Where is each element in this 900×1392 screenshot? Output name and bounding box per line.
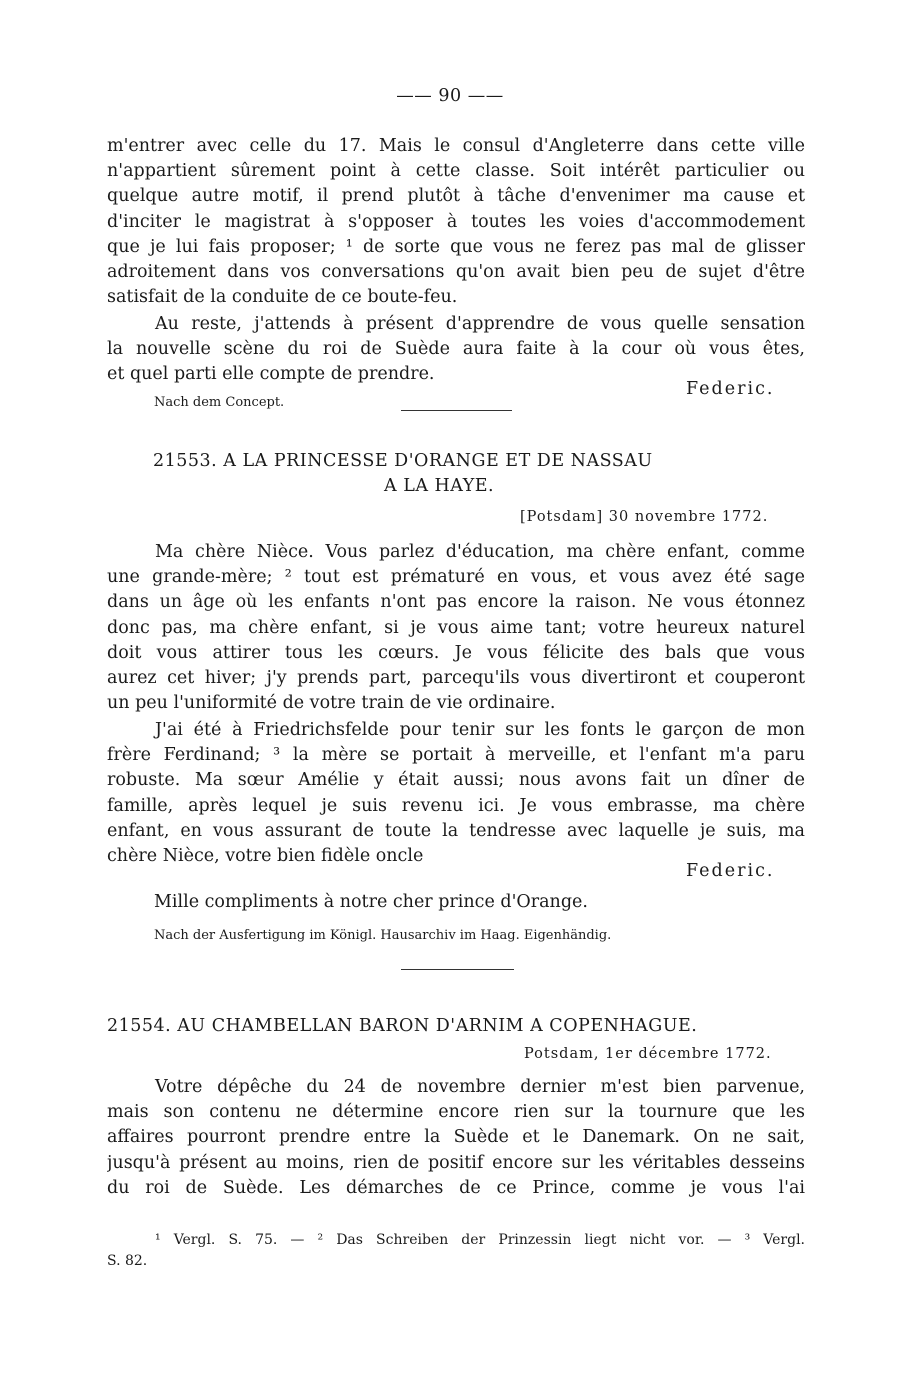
letter-heading: 21553. A LA PRINCESSE D'ORANGE ET DE NASSAU [153,451,653,471]
text-line: un peu l'uniformité de votre train de vie ordinaire. [107,693,556,714]
dateline: [Potsdam] 30 novembre 1772. [520,509,769,525]
text-line: et quel parti elle compte de prendre. [107,364,435,385]
footnote-line: ¹ Vergl. S. 75. — ² Das Schreiben der Prinzessin liegt nicht vor. — ³ Vergl. [155,1232,805,1248]
text-line: la nouvelle scène du roi de Suède aura faite à la cour où vous êtes, [107,339,805,360]
text-line: une grande-mère; ² tout est prématuré en vous, et vous avez été sage [107,567,805,588]
text-line: jusqu'à présent au moins, rien de positif encore sur les véritables desseins [107,1152,805,1173]
text-line: d'inciter le magistrat à s'opposer à toutes les voies d'accommodement [107,211,805,232]
dateline: Potsdam, 1er décembre 1772. [524,1046,772,1062]
text-line: m'entrer avec celle du 17. Mais le consul d'Angleterre dans cette ville [107,136,805,156]
text-line: donc pas, ma chère enfant, si je vous aime tant; votre heureux naturel [107,617,805,638]
text-line: adroitement dans vos conversations qu'on avait bien peu de sujet d'être [107,261,805,282]
source-note: Nach der Ausfertigung im Königl. Hausarchiv im Haag. Eigenhändig. [154,928,612,943]
letter-paragraph-2 [107,718,805,869]
text-line: du roi de Suède. Les démarches de ce Prince, comme je vous l'ai [107,1177,805,1198]
text-line: frère Ferdinand; ³ la mère se portait à merveille, et l'enfant m'a paru [107,745,805,766]
letter-paragraph-1 [107,540,805,716]
text-line: n'appartient sûrement point à cette classe. Soit intérêt particulier ou [107,161,805,182]
text-line: que je lui fais proposer; ¹ de sorte que vous ne ferez pas mal de glisser [107,236,805,257]
divider [401,410,512,411]
text-line: satisfait de la conduite de ce boute-feu. [107,287,458,308]
text-line: chère Nièce, votre bien fidèle oncle [107,845,424,866]
text-line: aurez cet hiver; j'y prends part, parcequ'ils vous divertiront et couperont [107,667,805,688]
text-line: Ma chère Nièce. Vous parlez d'éducation, ma chère enfant, comme [155,542,805,562]
text-line: Au reste, j'attends à présent d'apprendre de vous quelle sensation [155,314,805,334]
text-line: quelque autre motif, il prend plutôt à tâche d'envenimer ma cause et [107,186,805,207]
text-line: J'ai été à Friedrichsfelde pour tenir sur les fonts le garçon de mon [155,720,805,740]
continuation-paragraph [107,134,805,310]
letter-paragraph-1 [107,1075,805,1201]
text-line: robuste. Ma sœur Amélie y était aussi; nous avons fait un dîner de [107,770,805,791]
page-number: —— 90 —— [396,86,504,106]
footnotes [107,1230,805,1272]
postscript: Mille compliments à notre cher prince d'Orange. [154,892,588,912]
text-line: doit vous attirer tous les cœurs. Je vous félicite des bals que vous [107,642,805,663]
source-note: Nach dem Concept. [154,395,285,410]
text-line: Votre dépêche du 24 de novembre dernier m'est bien parvenue, [155,1077,805,1097]
text-line: affaires pourront prendre entre la Suède et le Danemark. On ne sait, [107,1127,805,1148]
text-line: famille, après lequel je suis revenu ici. Je vous embrasse, ma chère [107,795,805,816]
letter-heading: 21554. AU CHAMBELLAN BARON D'ARNIM A COPENHAGUE. [107,1016,698,1036]
signature: Federic. [686,379,775,399]
text-line: enfant, en vous assurant de toute la tendresse avec laquelle je suis, ma [107,820,805,841]
footnote-line: S. 82. [107,1253,148,1269]
text-line: dans un âge où les enfants n'ont pas encore la raison. Ne vous étonnez [107,592,805,613]
divider [401,969,514,970]
text-line: mais son contenu ne détermine encore rien sur la tournure que les [107,1102,805,1123]
signature: Federic. [686,861,775,881]
letter-heading-place: A LA HAYE. [384,476,495,496]
